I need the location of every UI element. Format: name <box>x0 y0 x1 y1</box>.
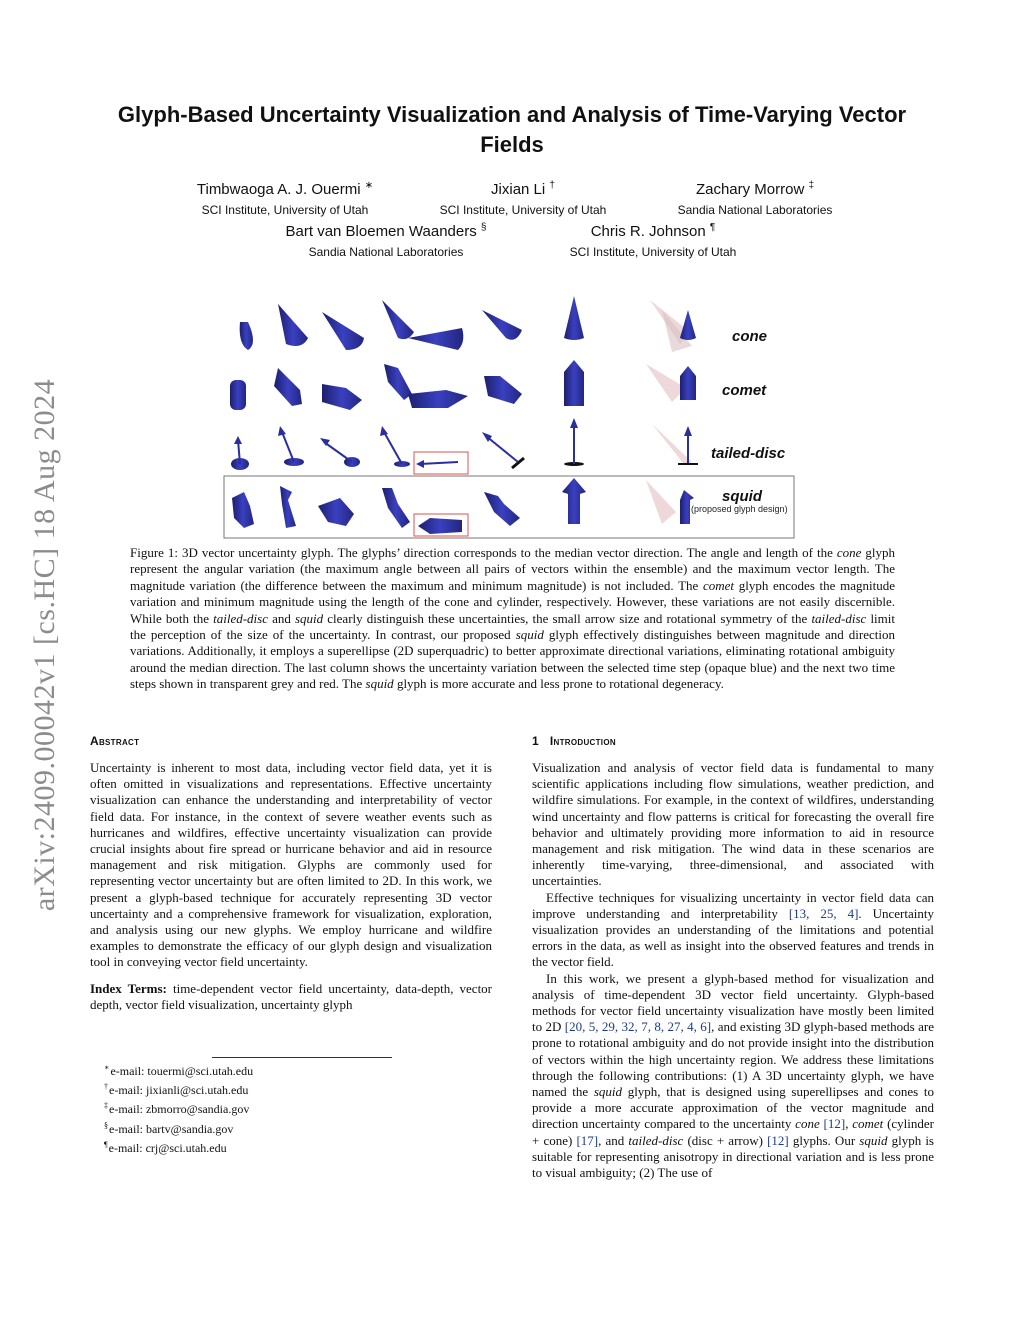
caption-term: tailed-disc <box>811 610 867 626</box>
comet-glyph <box>408 390 468 408</box>
intro-text: , and existing 3D glyph-based methods are prone to rotational ambiguity and do not provide insight into the distribution of vectors within the high uncertainty region. We address these limitations through the following contributions: (1) A 3D uncertainty glyph, we have named the <box>532 1019 934 1100</box>
intro-term: squid <box>859 1132 888 1148</box>
intro-paragraph-1: Visualization and analysis of vector field data is fundamental to many scientific applications including flow simulations, weather prediction, and wildfire simulations. For example, in the context of wildfires, understanding wind uncertainty and flow patterns is critical for forecasting the overall fire behavior and ultimately providing more information to aid in resource management and risk mitigation. The wind data in these scenarios are inherently time-varying, three-dimensional, and associated with uncertainties. <box>532 760 934 889</box>
caption-term: comet <box>702 577 735 593</box>
caption-text: glyph encodes the magnitude variation and minimum magnitude using the length of the cone and cylinder, respectively. However, these variations are not easily discernible. While both the <box>130 577 895 626</box>
squid-note: (proposed glyph design) <box>691 504 788 514</box>
footnote-mark: ∗ <box>104 1063 110 1072</box>
author-name: Zachary Morrow <box>695 181 805 198</box>
caption-term: squid <box>515 627 544 643</box>
comet-glyph <box>484 376 522 404</box>
footnote-mark: ¶ <box>104 1139 108 1149</box>
comet-glyph <box>274 368 302 406</box>
section-number: 1 <box>532 734 539 748</box>
footnote-mark: ‡ <box>104 1101 108 1111</box>
footnote-text: e-mail: bartv@sandia.gov <box>109 1121 234 1136</box>
squid-glyph <box>418 518 462 534</box>
row-label-cone: cone <box>732 328 768 345</box>
intro-text: (cylinder + cone) <box>532 1116 934 1148</box>
author-affiliation: Sandia National Laboratories <box>308 245 464 259</box>
index-terms-label: Index Terms: <box>90 980 167 996</box>
cone-glyph <box>322 312 364 350</box>
cone-glyph <box>680 310 696 340</box>
author-affiliation: Sandia National Laboratories <box>677 203 833 217</box>
comet-row <box>230 360 696 410</box>
intro-term: comet <box>852 1116 884 1132</box>
author-mark: † <box>549 180 555 191</box>
section-title: Introduction <box>549 734 616 748</box>
arxiv-id-text: arXiv:2409.00042v1 [cs.HC] 18 Aug 2024 <box>28 378 61 912</box>
comet-glyph <box>230 380 246 410</box>
footnote-text: e-mail: jixianli@sci.utah.edu <box>109 1083 249 1098</box>
footnote <box>104 1098 404 1117</box>
cone-glyph <box>482 310 522 340</box>
tailed-disc-ghost <box>652 424 692 464</box>
intro-paragraph-3 <box>532 971 934 1182</box>
comet-glyph <box>680 366 696 400</box>
row-label-squid: squid <box>722 488 762 505</box>
intro-text: glyph is suitable for representing anisotropy in directional variation and is less prone to visual ambiguity; (2) The use of <box>532 1132 934 1181</box>
squid-glyph <box>318 498 354 526</box>
author-mark: ¶ <box>709 222 716 233</box>
author-mark: § <box>480 222 487 233</box>
squid-glyph <box>484 492 520 526</box>
squid-glyph <box>562 478 586 524</box>
citation-link[interactable]: [17] <box>576 1132 599 1148</box>
caption-text: and <box>268 610 295 626</box>
intro-text: glyph, that is designed using superellipses and cones to provide a more accurate approximation of the vector magnitude and direction uncertainty compared to the uncertainty <box>532 1084 934 1132</box>
intro-text: In this work, we present a glyph-based method for visualization and analysis of time-dependent 3D vector field uncertainty. Glyph-based methods for vector field uncertainty visualization have mostly been limited to 2D <box>532 970 934 1035</box>
footnote-text: e-mail: touermi@sci.utah.edu <box>110 1064 254 1078</box>
caption-term: squid <box>295 610 324 626</box>
footnote-rule <box>212 1057 392 1058</box>
citation-link[interactable]: [20, 5, 29, 32, 7, 8, 27, 4, 6] <box>564 1019 712 1035</box>
abstract-heading: Abstract <box>90 734 140 748</box>
citation-link[interactable]: [12] <box>767 1132 789 1148</box>
author-4 <box>256 218 516 260</box>
intro-term: tailed-disc <box>628 1132 684 1148</box>
citation-link[interactable]: [13, 25, 4] <box>788 905 859 921</box>
footnotes <box>104 1060 404 1156</box>
intro-text: (disc + arrow) <box>683 1132 768 1148</box>
index-terms-text: time-dependent vector field uncertainty, data-depth, vector depth, vector field visualization, uncertainty glyph <box>90 980 493 1012</box>
author-affiliation: SCI Institute, University of Utah <box>439 203 607 217</box>
author-mark: ‡ <box>808 180 815 191</box>
author-3 <box>630 176 880 218</box>
cone-glyph <box>408 328 463 350</box>
index-terms <box>90 981 492 1013</box>
author-name: Jixian Li <box>491 181 546 198</box>
paper-title: Glyph-Based Uncertainty Visualization and Analysis of Time-Varying Vector Fields <box>117 102 907 157</box>
author-name: Bart van Bloemen Waanders <box>285 223 477 240</box>
squid-ghost <box>646 480 676 524</box>
caption-term: cone <box>836 545 862 560</box>
caption-text: glyph is more accurate and less prone to rotational degeneracy. <box>393 676 724 692</box>
cone-glyph <box>564 296 584 340</box>
intro-term: cone <box>795 1116 820 1132</box>
cone-glyph <box>382 300 414 339</box>
author-5 <box>528 218 778 260</box>
squid-row <box>232 478 694 536</box>
intro-text: , <box>845 1116 853 1132</box>
author-name: Chris R. Johnson <box>590 223 706 240</box>
figure-caption <box>130 545 895 693</box>
intro-term: squid <box>593 1084 623 1100</box>
cone-glyph <box>240 322 253 350</box>
abstract-section <box>90 734 492 1013</box>
caption-term: squid <box>365 676 394 692</box>
figure-1 <box>222 292 796 542</box>
author-name: Timbwaoga A. J. Ouermi <box>196 181 361 198</box>
squid-glyph <box>280 486 296 528</box>
cone-glyph <box>278 304 308 346</box>
comet-glyph <box>564 360 584 406</box>
intro-text: Effective techniques for visualizing uncertainty in vector field data can improve understanding and interpretability <box>532 889 934 921</box>
footnote-text: e-mail: zbmorro@sandia.gov <box>109 1102 250 1117</box>
squid-glyph <box>382 488 410 528</box>
author-affiliation: SCI Institute, University of Utah <box>569 245 737 259</box>
row-label-tailed-disc: tailed-disc <box>711 445 786 462</box>
comet-glyph <box>322 384 362 410</box>
footnote-mark: § <box>104 1120 108 1130</box>
caption-text: limit the perception of the size of the uncertainty. In contrast, our proposed <box>130 610 896 643</box>
comet-glyph <box>384 364 412 400</box>
footnote <box>104 1060 404 1079</box>
squid-glyph <box>232 492 254 528</box>
intro-text: . Uncertainty visualization provides an understanding of the limitations and potential errors in the data, as well as insight into the observed features and trends in the vector field. <box>532 905 934 970</box>
row-label-comet: comet <box>722 382 767 399</box>
citation-link[interactable]: [12] <box>823 1116 846 1132</box>
author-2 <box>398 176 648 218</box>
intro-text: , and <box>598 1132 629 1148</box>
footnote <box>104 1137 404 1156</box>
author-1 <box>160 176 410 218</box>
introduction-heading <box>532 734 934 748</box>
footnote <box>104 1118 404 1137</box>
caption-text: Figure 1: 3D vector uncertainty glyph. The glyphs’ direction corresponds to the median vector direction. The angle and length of the <box>130 545 837 560</box>
footnote <box>104 1079 404 1098</box>
intro-text: glyphs. Our <box>788 1132 860 1148</box>
caption-text: glyph represent the angular variation (the maximum angle between all pairs of vectors within the ensemble) and the maximum vector length. The magnitude variation (the difference between the maximum and minimum magnitude) is not included. The <box>130 545 895 593</box>
caption-text: glyph effectively distinguishes between magnitude and direction variations. Additionally, it employs a superellipse (2D superquadric) to better approximate directional variations, eliminating rotational ambiguity around the median direction. The last column shows the uncertainty variation between the selected time step (opaque blue) and the next two time steps shown in transparent grey and red. The <box>130 627 895 692</box>
arxiv-identifier <box>24 345 66 945</box>
glyph-figure <box>222 292 796 542</box>
caption-term: tailed-disc <box>213 610 268 626</box>
caption-text: clearly distinguish these uncertainties, the small arrow size and rotational symmetry of the <box>323 610 812 626</box>
footnote-mark: † <box>104 1082 108 1092</box>
footnote-text: e-mail: crj@sci.utah.edu <box>108 1140 227 1155</box>
intro-paragraph-2 <box>532 890 934 971</box>
tailed-disc-row <box>231 418 698 474</box>
author-affiliation: SCI Institute, University of Utah <box>201 203 369 217</box>
introduction-section <box>532 734 934 1181</box>
author-mark: ∗ <box>364 180 374 191</box>
abstract-text: Uncertainty is inherent to most data, including vector field data, yet it is often omitted in visualizations and representations. Effective uncertainty visualization can enhance the understanding and interpretability of vector field data. For instance, in the context of severe weather events such as hurricanes and wildfires, effective uncertainty visualization can provide crucial insights about fire spread or hurricane behavior and aid in resource management and risk mitigation. Glyphs are commonly used for representing vector uncertainty but are often limited to 2D. In this work, we present a glyph-based technique for accurately representing 3D vector uncertainty and a comprehensive framework for visualization, exploration, and analysis using our new glyphs. We employ hurricane and wildfire examples to demonstrate the efficacy of our glyph design and visualization tool in conveying vector field uncertainty. <box>90 760 492 970</box>
cone-row <box>240 296 696 352</box>
